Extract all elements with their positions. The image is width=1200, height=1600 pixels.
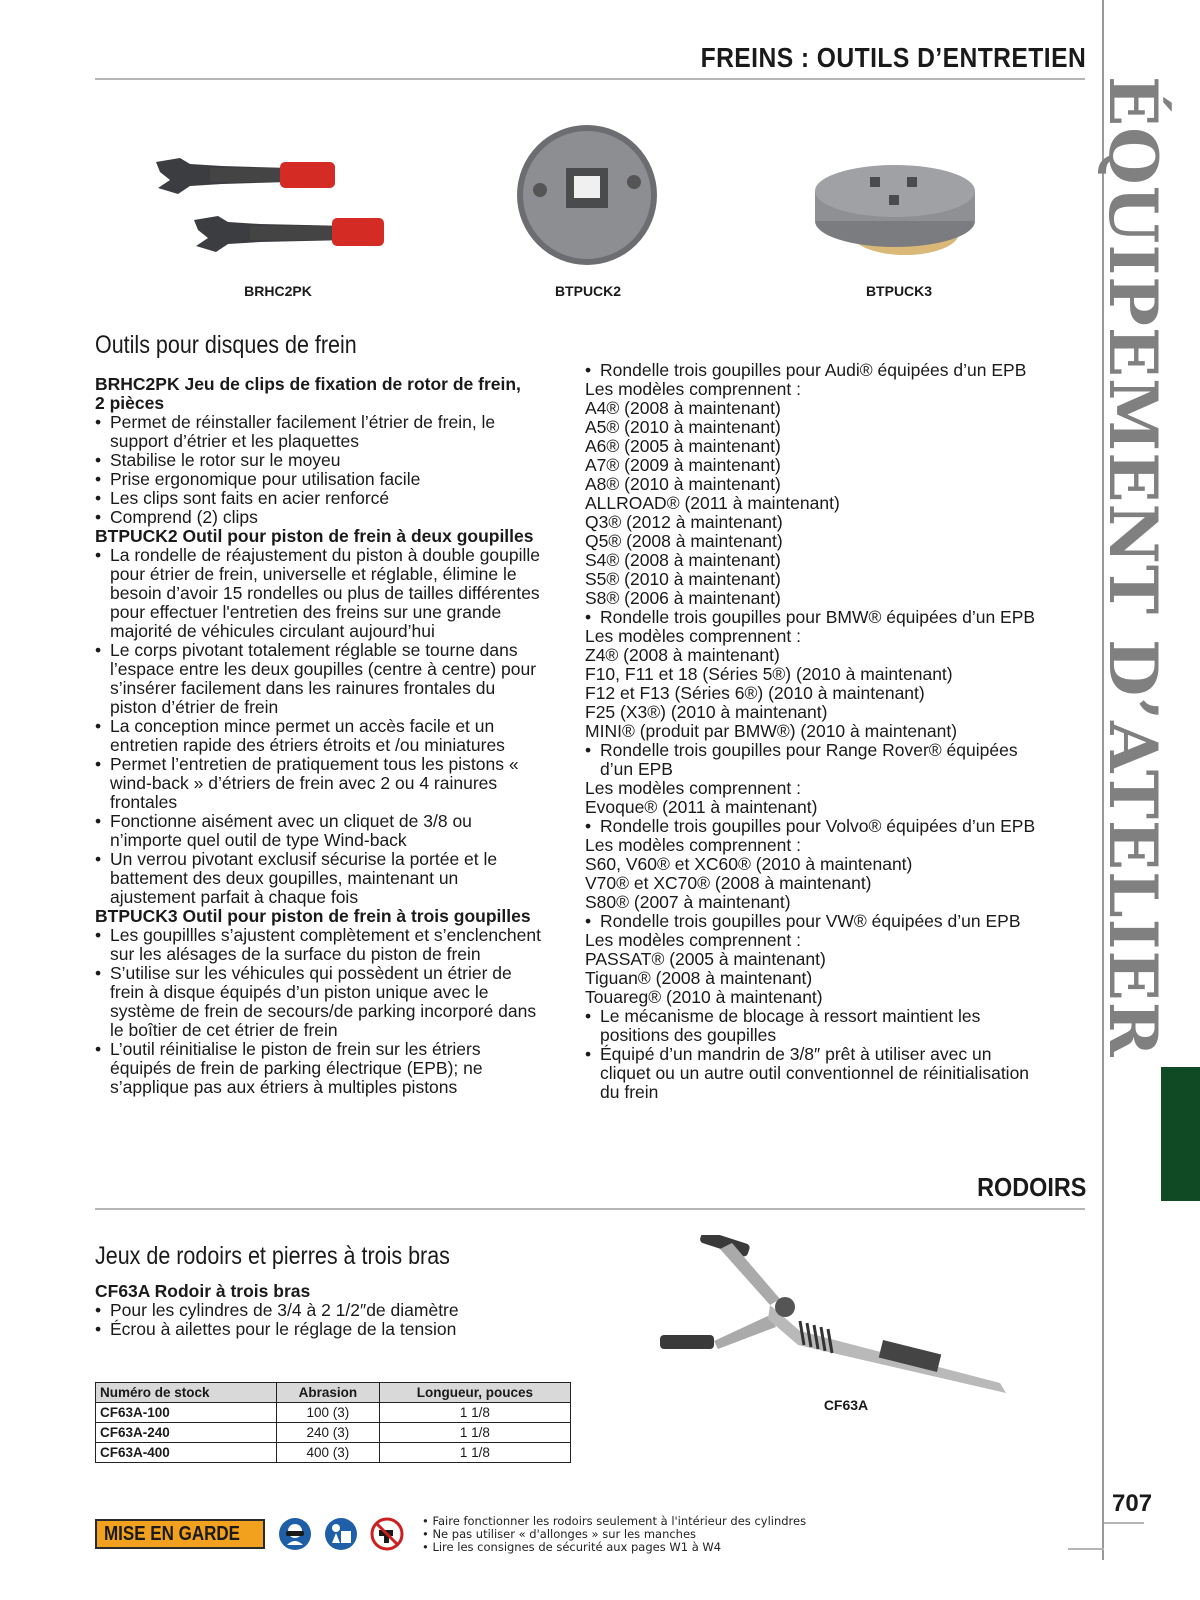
side-section-title: ÉQUIPEMENT D’ATELIER <box>1094 76 1172 1058</box>
model-line: S5® (2010 à maintenant) <box>585 569 781 589</box>
product-heading: 2 pièces <box>95 393 165 413</box>
bullet-item: • Comprend (2) clips <box>95 508 545 527</box>
warning-notes <box>422 1515 806 1554</box>
model-line: S4® (2008 à maintenant) <box>585 550 781 570</box>
product-label-cf63a: CF63A <box>823 1397 869 1413</box>
no-power-tool-icon <box>370 1517 404 1551</box>
table-row <box>96 1423 571 1443</box>
product-heading: BTPUCK3 Outil pour piston de frein à trois goupilles <box>95 906 531 926</box>
table-header: Abrasion <box>276 1383 379 1403</box>
section-title-brake-disc-tools: Outils pour disques de frein <box>95 331 357 359</box>
bullet-item: • Le corps pivotant totalement réglable se tourne dans l’espace entre les deux goupilles (centre à centre) pour s’insérer facilement dans les rainures frontales du piston d’étrier de frein <box>95 641 545 717</box>
section-title-hones: Jeux de rodoirs et pierres à trois bras <box>95 1242 450 1270</box>
model-line: ALLROAD® (2011 à maintenant) <box>585 493 840 513</box>
model-line: F25 (X3®) (2010 à maintenant) <box>585 702 828 722</box>
hone-feature-item: • Écrou à ailettes pour le réglage de la tension <box>95 1320 595 1339</box>
model-line: Les modèles comprennent : <box>585 626 801 646</box>
bullet-item: • La rondelle de réajustement du piston à double goupille pour étrier de frein, universelle et réglable, élimine le besoin d’avoir 15 rondelles ou plus de tailles différentes pour effectuer l'entretien des freins sur une grande majorité de véhicules circulant aujourd’hui <box>95 546 545 641</box>
model-line: Q5® (2008 à maintenant) <box>585 531 783 551</box>
model-line: MINI® (produit par BMW®) (2010 à maintenant) <box>585 721 958 741</box>
bullet-item: • Rondelle trois goupilles pour Audi® équipées d’un EPB <box>585 361 1045 380</box>
model-line: Touareg® (2010 à maintenant) <box>585 987 823 1007</box>
bullet-item: • Permet l’entretien de pratiquement tous les pistons « wind-back » d’étriers de frein avec 2 ou 4 rainures frontales <box>95 755 545 812</box>
read-manual-icon <box>324 1517 358 1551</box>
model-line: Les modèles comprennent : <box>585 379 801 399</box>
bullet-item: • S’utilise sur les véhicules qui possèdent un étrier de frein à disque équipés d’un piston unique avec le système de frein de secours/de parking incorporé dans le boîtier de cet étrier de frein <box>95 964 545 1040</box>
bullet-item: • Permet de réinstaller facilement l’étrier de frein, le support d’étrier et les plaquettes <box>95 413 545 451</box>
model-line: S80® (2007 à maintenant) <box>585 892 791 912</box>
bullet-item: • L’outil réinitialise le piston de frein sur les étriers équipés de frein de parking électrique (EPB); ne s’applique pas aux étriers à multiples pistons <box>95 1040 545 1097</box>
bullet-item: • Fonctionne aisément avec un cliquet de 3/8 ou n’importe quel outil de type Wind-back <box>95 812 545 850</box>
model-line: A6® (2005 à maintenant) <box>585 436 781 456</box>
bullet-item: • Les goupillles s’ajustent complètement et s’enclenchent sur les alésages de la surface du piston de frein <box>95 926 545 964</box>
bullet-item: • Prise ergonomique pour utilisation facile <box>95 470 545 489</box>
table-cell: 100 (3) <box>276 1403 379 1423</box>
table-row <box>96 1403 571 1423</box>
bullet-item: • Un verrou pivotant exclusif sécurise la portée et le battement des deux goupilles, maintenant un ajustement parfait à chaque fois <box>95 850 545 907</box>
bullet-item: • Rondelle trois goupilles pour Range Rover® équipées d’un EPB <box>585 741 1045 779</box>
warning-badge <box>95 1519 265 1549</box>
model-line: Z4® (2008 à maintenant) <box>585 645 780 665</box>
product-heading: BRHC2PK Jeu de clips de fixation de rotor de frein, <box>95 374 521 394</box>
page-number: 707 <box>1112 1490 1153 1517</box>
table-row <box>96 1443 571 1463</box>
model-line: A4® (2008 à maintenant) <box>585 398 781 418</box>
model-line: Les modèles comprennent : <box>585 930 801 950</box>
btpuck2-image <box>512 120 662 270</box>
hone-product-head <box>95 1282 595 1339</box>
warning-note: • Lire les consignes de sécurité aux pages W1 à W4 <box>422 1540 722 1554</box>
warning-note: • Faire fonctionner les rodoirs seulement à l'intérieur des cylindres <box>422 1514 807 1528</box>
model-line: Evoque® (2011 à maintenant) <box>585 797 818 817</box>
model-line: A8® (2010 à maintenant) <box>585 474 781 494</box>
warning-note: • Ne pas utiliser « d'allonges » sur les manches <box>422 1527 697 1541</box>
section-header-rodoirs: RODOIRS <box>976 1172 1086 1202</box>
table-cell: CF63A-400 <box>96 1443 277 1463</box>
table-cell: 400 (3) <box>276 1443 379 1463</box>
model-line: S8® (2006 à maintenant) <box>585 588 781 608</box>
table-cell: 1 1/8 <box>379 1403 570 1423</box>
model-line: Les modèles comprennent : <box>585 835 801 855</box>
model-line: Q3® (2012 à maintenant) <box>585 512 783 532</box>
table-header: Numéro de stock <box>96 1383 277 1403</box>
eye-protection-icon <box>278 1517 312 1551</box>
model-line: Les modèles comprennent : <box>585 778 801 798</box>
bullet-item: • La conception mince permet un accès facile et un entretien rapide des étriers étroits et /ou miniatures <box>95 717 545 755</box>
bullet-item: • Les clips sont faits en acier renforcé <box>95 489 545 508</box>
product-label-btpuck2: BTPUCK2 <box>554 283 622 299</box>
bullet-item: • Rondelle trois goupilles pour Volvo® équipées d’un EPB <box>585 817 1045 836</box>
table-cell: 1 1/8 <box>379 1443 570 1463</box>
table-cell: 240 (3) <box>276 1423 379 1443</box>
header-rule <box>95 78 1085 80</box>
model-line: A7® (2009 à maintenant) <box>585 455 781 475</box>
footer-rule <box>1068 1548 1104 1550</box>
page-number-rule <box>1104 1522 1144 1524</box>
page-header-title: FREINS : OUTILS D’ENTRETIEN <box>700 42 1086 73</box>
hone-feature-item: • Pour les cylindres de 3/4 à 2 1/2″de diamètre <box>95 1301 595 1320</box>
product-heading: BTPUCK2 Outil pour piston de frein à deux goupilles <box>95 526 534 546</box>
hone-product-name: CF63A Rodoir à trois bras <box>95 1281 311 1301</box>
bullet-item: • Le mécanisme de blocage à ressort maintient les positions des goupilles <box>585 1007 1045 1045</box>
model-line: PASSAT® (2005 à maintenant) <box>585 949 826 969</box>
table-cell: CF63A-240 <box>96 1423 277 1443</box>
cf63a-hone-image <box>660 1235 1030 1420</box>
table-cell: 1 1/8 <box>379 1423 570 1443</box>
model-line: F10, F11 et 18 (Séries 5®) (2010 à maintenant) <box>585 664 953 684</box>
rodoirs-rule <box>95 1208 1085 1210</box>
left-column-text <box>95 375 545 1097</box>
model-line: S60, V60® et XC60® (2010 à maintenant) <box>585 854 913 874</box>
section-tab[interactable] <box>1161 1067 1200 1201</box>
bullet-item: • Rondelle trois goupilles pour VW® équipées d’un EPB <box>585 912 1045 931</box>
product-label-btpuck3: BTPUCK3 <box>865 283 933 299</box>
product-label-brhc2pk: BRHC2PK <box>244 283 312 299</box>
btpuck3-image <box>815 155 995 265</box>
table-header: Longueur, pouces <box>379 1383 570 1403</box>
model-line: F12 et F13 (Séries 6®) (2010 à maintenant) <box>585 683 925 703</box>
bullet-item: • Stabilise le rotor sur le moyeu <box>95 451 545 470</box>
right-column-text <box>585 361 1045 1102</box>
table-cell: CF63A-100 <box>96 1403 277 1423</box>
brhc2pk-image <box>150 150 390 265</box>
hone-stock-table <box>95 1382 571 1463</box>
model-line: A5® (2010 à maintenant) <box>585 417 781 437</box>
warning-label: MISE EN GARDE <box>104 1522 241 1545</box>
model-line: Tiguan® (2008 à maintenant) <box>585 968 813 988</box>
model-line: V70® et XC70® (2008 à maintenant) <box>585 873 872 893</box>
bullet-item: • Équipé d’un mandrin de 3/8″ prêt à utiliser avec un cliquet ou un autre outil conventionnel de réinitialisation du frein <box>585 1045 1045 1102</box>
bullet-item: • Rondelle trois goupilles pour BMW® équipées d’un EPB <box>585 608 1045 627</box>
